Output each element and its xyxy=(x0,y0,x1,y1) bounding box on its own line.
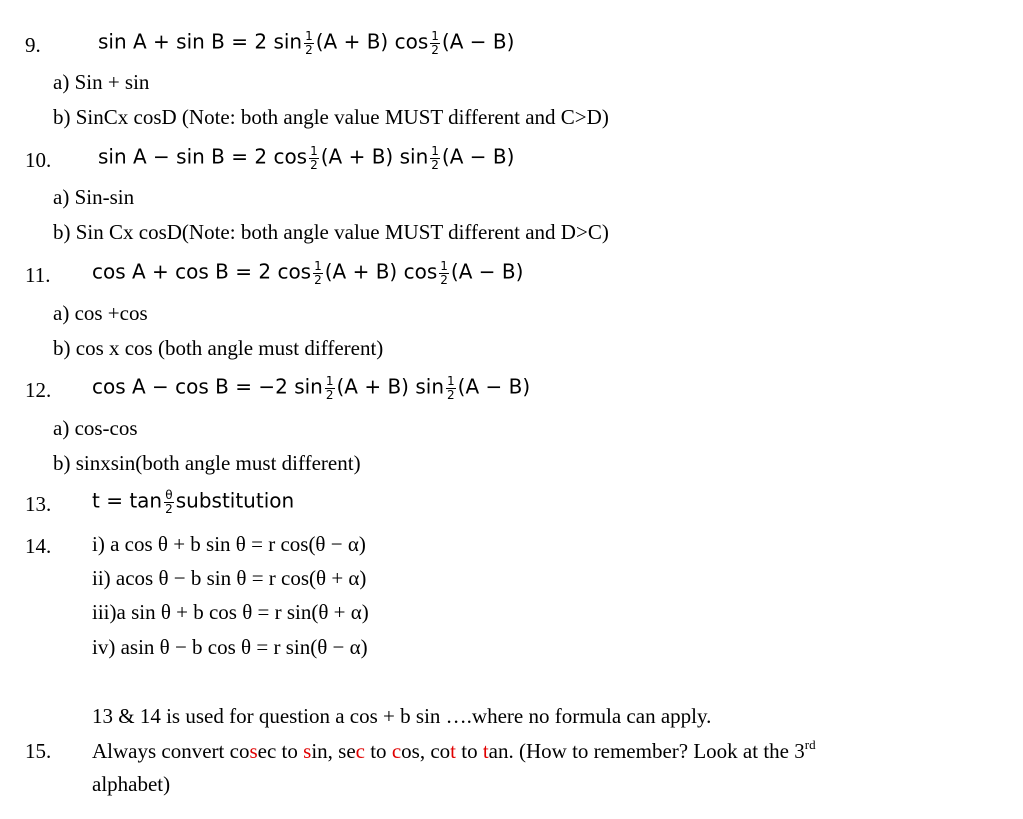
item-14-line-1: i) a cos θ + b sin θ = r cos(θ − α) xyxy=(92,532,366,556)
item-12-number: 12. xyxy=(25,378,52,402)
item-10-formula: sin A − sin B = 2 cos $\frac{1}{2}$ (A + B) sin $\frac{1}{2}$ (A − B) xyxy=(98,144,515,172)
item-10-number: 10. xyxy=(25,148,52,172)
item-9-number: 9. xyxy=(25,33,41,57)
item-13-number: 13. xyxy=(25,492,52,516)
note-13-14: 13 & 14 is used for question a cos + b sin ….where no formula can apply. xyxy=(92,704,712,728)
item-9-a: a) Sin + sin xyxy=(53,70,150,94)
item-14-line-3: iii)a sin θ + b cos θ = r sin(θ + α) xyxy=(92,600,369,624)
item-12-b: b) sinxsin(both angle must different) xyxy=(53,451,361,475)
item-15-number: 15. xyxy=(25,739,52,763)
item-11-formula: cos A + cos B = 2 cos $\frac{1}{2}$ (A + B) cos $\frac{1}{2}$ (A − B) xyxy=(92,259,524,287)
item-11-number: 11. xyxy=(25,263,51,287)
item-15-text-line-2: alphabet) xyxy=(92,772,171,796)
item-9-formula: sin A + sin B = 2 sin $\frac{1}{2}$ (A + B) cos $\frac{1}{2}$ (A − B) xyxy=(98,29,515,57)
item-9-b: b) SinCx cosD (Note: both angle value MUST different and C>D) xyxy=(53,105,609,129)
item-11-a: a) cos +cos xyxy=(53,301,148,325)
item-11-b: b) cos x cos (both angle must different) xyxy=(53,336,384,360)
item-14-number: 14. xyxy=(25,534,52,558)
item-15-text: Always convert cosec to sin, sec to cos, cot to tan. (How to remember? Look at the 3rd xyxy=(92,737,816,763)
item-14-line-4: iv) asin θ − b cos θ = r sin(θ − α) xyxy=(92,635,368,659)
item-13-formula: t = tan $\frac{\theta}{2}$ substitution xyxy=(92,488,295,516)
item-12-formula: cos A − cos B = −2 sin $\frac{1}{2}$ (A + B) sin $\frac{1}{2}$ (A − B) xyxy=(92,374,531,402)
item-14-line-2: ii) acos θ − b sin θ = r cos(θ + α) xyxy=(92,566,367,590)
item-10-a: a) Sin-sin xyxy=(53,185,135,209)
item-12-a: a) cos-cos xyxy=(53,416,138,440)
item-10-b: b) Sin Cx cosD(Note: both angle value MUST different and D>C) xyxy=(53,220,609,244)
